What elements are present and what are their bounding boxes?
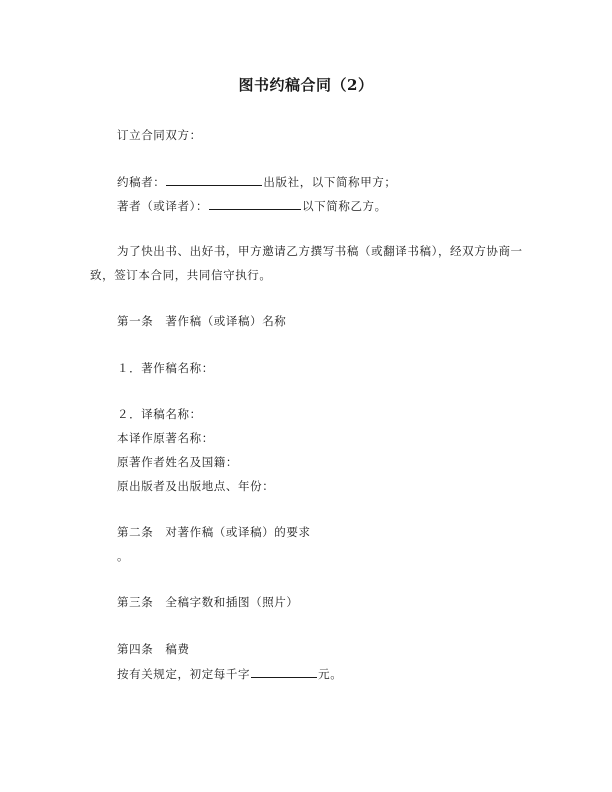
article-2-title: 第二条 对著作稿（或译稿）的要求	[117, 525, 311, 539]
original-author: 原著作者姓名及国籍：	[117, 455, 238, 469]
party-b-suffix: 以下简称乙方。	[302, 199, 387, 213]
party-a-blank	[166, 174, 262, 186]
original-title: 本译作原著名称：	[117, 431, 214, 445]
party-a-line	[117, 174, 397, 189]
article-1-item-2: ２．译稿名称：	[117, 407, 202, 421]
intro-line-2: 致，签订本合同，共同信守执行。	[90, 268, 272, 282]
intro-line-1: 为了快出书、出好书，甲方邀请乙方撰写书稿（或翻译书稿），经双方协商一	[117, 244, 523, 258]
party-a-prefix: 约稿者：	[117, 175, 166, 189]
article-3-title: 第三条 全稿字数和插图（照片）	[117, 595, 299, 609]
fee-prefix: 按有关规定，初定每千字	[117, 667, 251, 681]
party-b-blank	[209, 198, 301, 210]
party-b-line	[117, 198, 387, 213]
article-1-title: 第一条 著作稿（或译稿）名称	[117, 314, 287, 328]
party-b-prefix: 著者（或译者）：	[117, 199, 209, 213]
fee-suffix: 元。	[318, 667, 343, 681]
article-4-title: 第四条 稿费	[117, 642, 190, 656]
party-a-suffix: 出版社，以下简称甲方；	[263, 175, 397, 189]
article-4-fee-line	[117, 666, 342, 681]
article-1-item-1: １．著作稿名称：	[117, 361, 214, 375]
document-title: 图书约稿合同（2）	[238, 76, 374, 94]
fee-blank	[251, 666, 317, 678]
article-2-content: 。	[117, 549, 130, 563]
original-publisher: 原出版者及出版地点、年份：	[117, 479, 275, 493]
parties-header: 订立合同双方：	[117, 128, 202, 142]
